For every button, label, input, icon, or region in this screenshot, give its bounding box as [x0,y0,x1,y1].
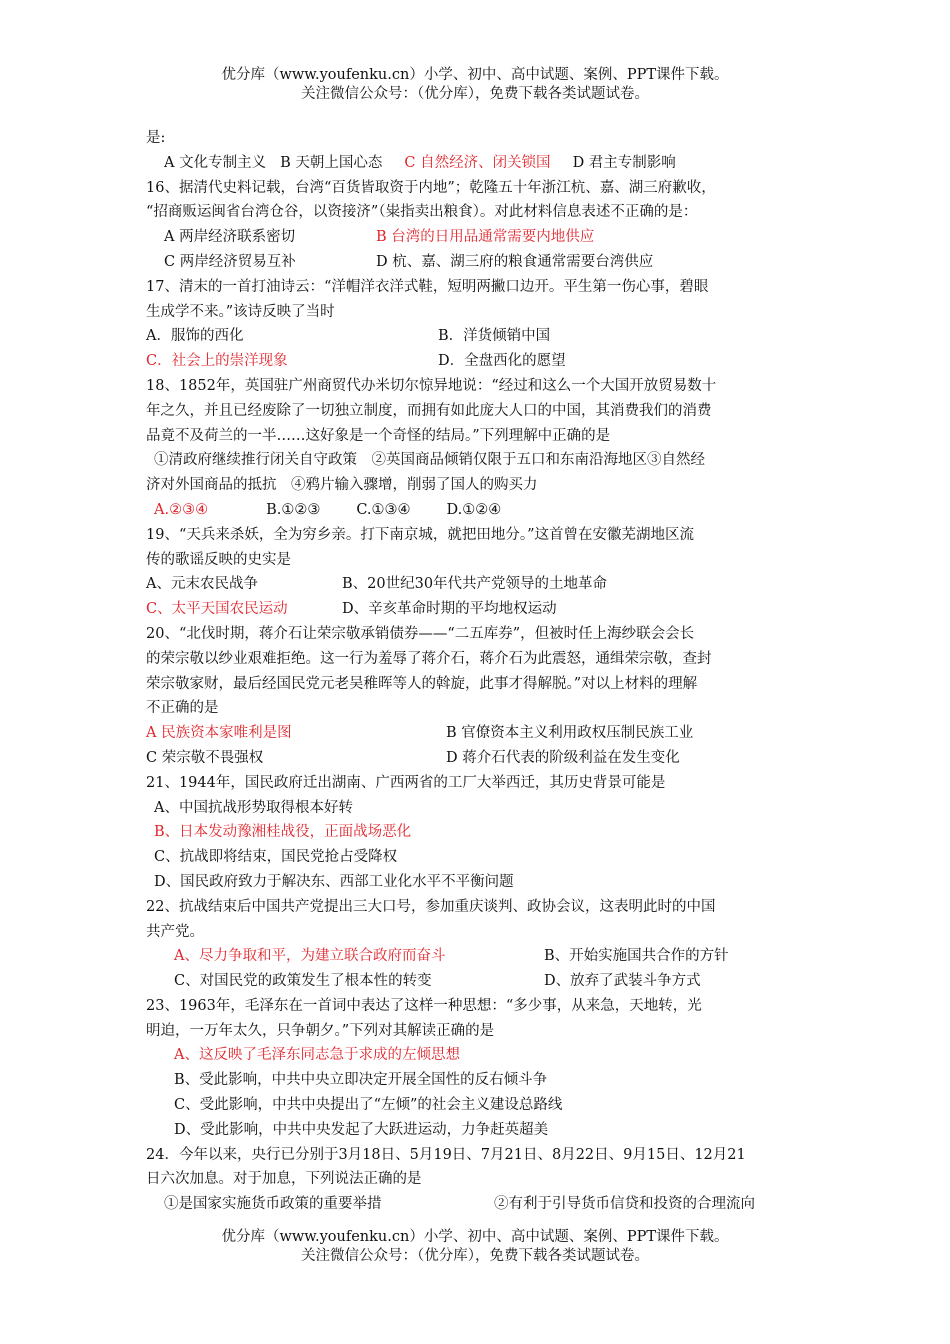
q20-stem-1: 20、“北伐时期，蒋介石让荣宗敬承销债券——“二五库券”，但被时任上海纱联会会长 [146,625,695,642]
q23-option-c: C、受此影响，中共中央提出了“左倾”的社会主义建设总路线 [174,1097,563,1114]
q20-option-d: D 蒋介石代表的阶级利益在发生变化 [446,749,680,766]
q18-option-a: A.②③④ [154,501,209,518]
q16-option-a: A 两岸经济联系密切 [164,229,296,246]
q22-options-row-1 [146,944,806,969]
q15-option-a: A 文化专制主义 [164,154,267,171]
q17-stem-2: 生成学不来。”该诗反映了当时 [146,303,335,320]
q22-option-b: B、开始实施国共合作的方针 [544,948,729,965]
q19-options-row-1 [146,572,806,597]
q17-stem-1: 17、清末的一首打油诗云：“洋帽洋衣洋式鞋，短明两撇口边开。平生第一伤心事，碧眼 [146,278,709,295]
q19-option-b: B、20世纪30年代共产党领导的土地革命 [342,576,608,593]
q21-option-b: B、日本发动豫湘桂战役，正面战场恶化 [154,824,412,841]
q17-option-d: D．全盘西化的愿望 [438,353,566,370]
q17-options-row-1 [146,324,806,349]
q24-statement-2: ②有利于引导货币信贷和投资的合理流向 [494,1196,755,1213]
q20-option-b: B 官僚资本主义利用政权压制民族工业 [446,725,694,742]
q15-option-b: B 天朝上国心态 [280,154,383,171]
q18-statements-2: 济对外国商品的抵抗 ④鸦片输入骤增，削弱了国人的购买力 [146,477,538,494]
q21-option-d: D、国民政府致力于解决东、西部工业化水平不平衡问题 [154,873,514,890]
header-line-1: 优分库（www.youfenku.cn）小学、初中、高中试题、案例、PPT课件下载。 [221,67,729,83]
q16-stem-1: 16、据清代史料记载，台湾“百货皆取资于内地”；乾隆五十年浙江杭、嘉、湖三府歉收， [146,179,716,196]
q18-stem-1: 18、1852年，英国驻广州商贸代办米切尔惊异地说：“经过和这么一个大国开放贸易数十 [146,377,717,394]
q21-option-a: A、中国抗战形势取得根本好转 [154,799,353,816]
q20-stem-4: 不正确的是 [146,700,219,717]
q15-options [146,151,806,176]
q20-stem-2: 的荣宗敬以纱业艰难拒绝。这一行为羞辱了蒋介石，蒋介石为此震怒，通缉荣宗敬，查封 [146,650,712,667]
page-footer [0,1228,950,1266]
q20-options-row-2 [146,746,806,771]
q22-options-row-2 [146,969,806,994]
q16-options-row-2 [146,250,806,275]
q23-option-d: D、受此影响，中共中央发起了大跃进运动，力争赶英超美 [174,1121,549,1138]
q24-statements [146,1192,806,1217]
q22-stem-2: 共产党。 [146,923,204,940]
q19-option-a: A、元末农民战争 [146,576,258,593]
q15-option-c: C 自然经济、闭关锁国 [404,154,551,171]
q22-option-d: D、放弃了武装斗争方式 [544,973,701,990]
q18-option-d: D.①②④ [446,501,502,518]
q17-option-b: B．洋货倾销中国 [438,328,551,345]
q17-option-a: A．服饰的西化 [146,328,244,345]
q18-stem-2: 年之久，并且已经废除了一切独立制度，而拥有如此庞大人口的中国，其消费我们的消费 [146,402,712,419]
q16-option-b: B 台湾的日用品通常需要内地供应 [376,229,595,246]
q17-options-row-2 [146,349,806,374]
q19-stem-1: 19、“天兵来杀妖，全为穷乡亲。打下南京城，就把田地分。”这首曾在安徽芜湖地区流 [146,526,695,543]
q22-option-c: C、对国民党的政策发生了根本性的转变 [174,973,432,990]
q23-stem-1: 23、1963年，毛泽东在一首词中表达了这样一种思想：“多少事，从来急，天地转，光 [146,997,702,1014]
q23-stem-2: 明迫，一万年太久，只争朝夕。”下列对其解读正确的是 [146,1022,495,1039]
q22-option-a: A、尽力争取和平，为建立联合政府而奋斗 [174,948,446,965]
q24-statement-1: ①是国家实施货币政策的重要举措 [164,1196,382,1213]
footer-line-2: 关注微信公众号：（优分库），免费下载各类试题试卷。 [301,1248,649,1264]
q21-option-c: C、抗战即将结束，国民党抢占受降权 [154,849,398,866]
q24-stem-2: 日六次加息。对于加息，下列说法正确的是 [146,1171,422,1188]
q17-option-c: C．社会上的崇洋现象 [146,353,288,370]
q20-option-a: A 民族资本家唯利是图 [146,725,292,742]
q18-statements-1: ①清政府继续推行闭关自守政策 ②英国商品倾销仅限于五口和东南沿海地区③自然经 [154,452,705,469]
q19-options-row-2 [146,597,806,622]
exam-content [146,126,806,1217]
q16-stem-2: “招商贩运闽省台湾仓谷，以资接济”（粜指卖出粮食）。对此材料信息表述不正确的是： [146,204,698,221]
q16-option-c: C 两岸经济贸易互补 [164,253,296,270]
q19-option-d: D、辛亥革命时期的平均地权运动 [342,601,557,618]
q22-stem-1: 22、抗战结束后中国共产党提出三大口号，参加重庆谈判、政协会议，这表明此时的中国 [146,898,716,915]
q23-option-a: A、这反映了毛泽东同志急于求成的左倾思想 [174,1047,460,1064]
q20-option-c: C 荣宗敬不畏强权 [146,749,264,766]
q18-option-b: B.①②③ [266,501,321,518]
q23-option-b: B、受此影响，中共中央立即决定开展全国性的反右倾斗争 [174,1072,548,1089]
q24-stem-1: 24．今年以来，央行已分别于3月18日、5月19日、7月21日、8月22日、9月15日、12月21 [146,1146,746,1163]
q19-option-c: C、太平天国农民运动 [146,601,288,618]
q21-stem-1: 21、1944年，国民政府迁出湖南、广西两省的工厂大举西迁，其历史背景可能是 [146,774,666,791]
footer-line-1: 优分库（www.youfenku.cn）小学、初中、高中试题、案例、PPT课件下载。 [221,1229,729,1245]
q18-options [146,498,806,523]
q18-option-c: C.①③④ [356,501,411,518]
page-header [0,66,950,104]
q20-stem-3: 荣宗敬家财，最后经国民党元老吴稚晖等人的斡旋，此事才得解脱。”对以上材料的理解 [146,675,698,692]
q16-options-row-1 [146,225,806,250]
q15-tail: 是: [146,130,166,146]
q20-options-row-1 [146,721,806,746]
q15-option-d: D 君主专制影响 [572,154,676,171]
header-line-2: 关注微信公众号：（优分库），免费下载各类试题试卷。 [301,86,649,102]
q18-stem-3: 品竟不及荷兰的一半……这好象是一个奇怪的结局。”下列理解中正确的是 [146,427,611,444]
q19-stem-2: 传的歌谣反映的史实是 [146,551,291,568]
q16-option-d: D 杭、嘉、湖三府的粮食通常需要台湾供应 [376,253,654,270]
